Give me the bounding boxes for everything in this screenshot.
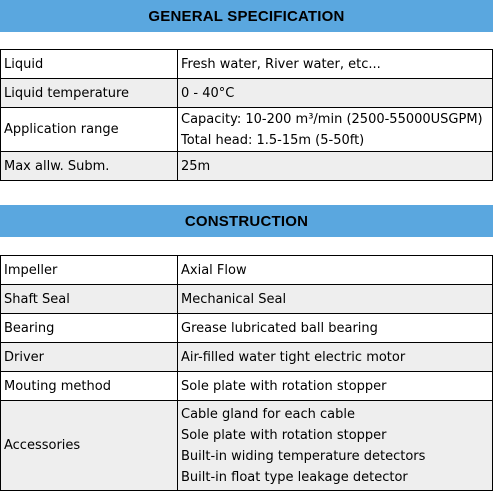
table-row-liquid-temperature — [1, 79, 493, 108]
table-row-bearing — [1, 314, 493, 343]
construction-title: CONSTRUCTION — [184, 212, 309, 230]
general-specification-header — [0, 0, 493, 32]
row-label: Mouting method — [1, 372, 178, 401]
table-row-accessories — [1, 401, 493, 491]
row-label: Liquid temperature — [1, 79, 178, 108]
row-value: 25m — [178, 152, 493, 181]
table-row-max-submergence — [1, 152, 493, 181]
row-label: Max allw. Subm. — [1, 152, 178, 181]
row-value: 0 - 40°C — [178, 79, 493, 108]
row-value: Fresh water, River water, etc... — [178, 50, 493, 79]
capacity-line: Capacity: 10-200 m³/min (2500-55000USGPM) — [181, 111, 483, 127]
table-row-liquid — [1, 50, 493, 79]
table-row-impeller — [1, 256, 493, 285]
table-row-application-range — [1, 108, 493, 152]
row-value: Mechanical Seal — [178, 285, 493, 314]
row-value: Sole plate with rotation stopper — [178, 372, 493, 401]
table-row-mounting-method — [1, 372, 493, 401]
total-head-line: Total head: 1.5-15m (5-50ft) — [181, 132, 365, 148]
row-label: Shaft Seal — [1, 285, 178, 314]
accessory-item: Sole plate with rotation stopper — [181, 427, 387, 443]
table-row-driver — [1, 343, 493, 372]
accessory-item: Built-in float type leakage detector — [181, 469, 408, 485]
construction-table — [0, 255, 493, 491]
row-label: Driver — [1, 343, 178, 372]
row-value: Grease lubricated ball bearing — [178, 314, 493, 343]
row-value: Axial Flow — [178, 256, 493, 285]
accessory-item: Built-in widing temperature detectors — [181, 448, 426, 464]
row-label: Accessories — [1, 401, 178, 491]
row-label: Impeller — [1, 256, 178, 285]
row-value — [178, 401, 493, 491]
general-specification-table — [0, 49, 493, 181]
row-label: Bearing — [1, 314, 178, 343]
accessory-item: Cable gland for each cable — [181, 406, 355, 422]
row-label: Application range — [1, 108, 178, 152]
row-label: Liquid — [1, 50, 178, 79]
construction-header — [0, 205, 493, 237]
table-row-shaft-seal — [1, 285, 493, 314]
general-specification-title: GENERAL SPECIFICATION — [148, 7, 345, 25]
row-value — [178, 108, 493, 152]
row-value: Air-filled water tight electric motor — [178, 343, 493, 372]
